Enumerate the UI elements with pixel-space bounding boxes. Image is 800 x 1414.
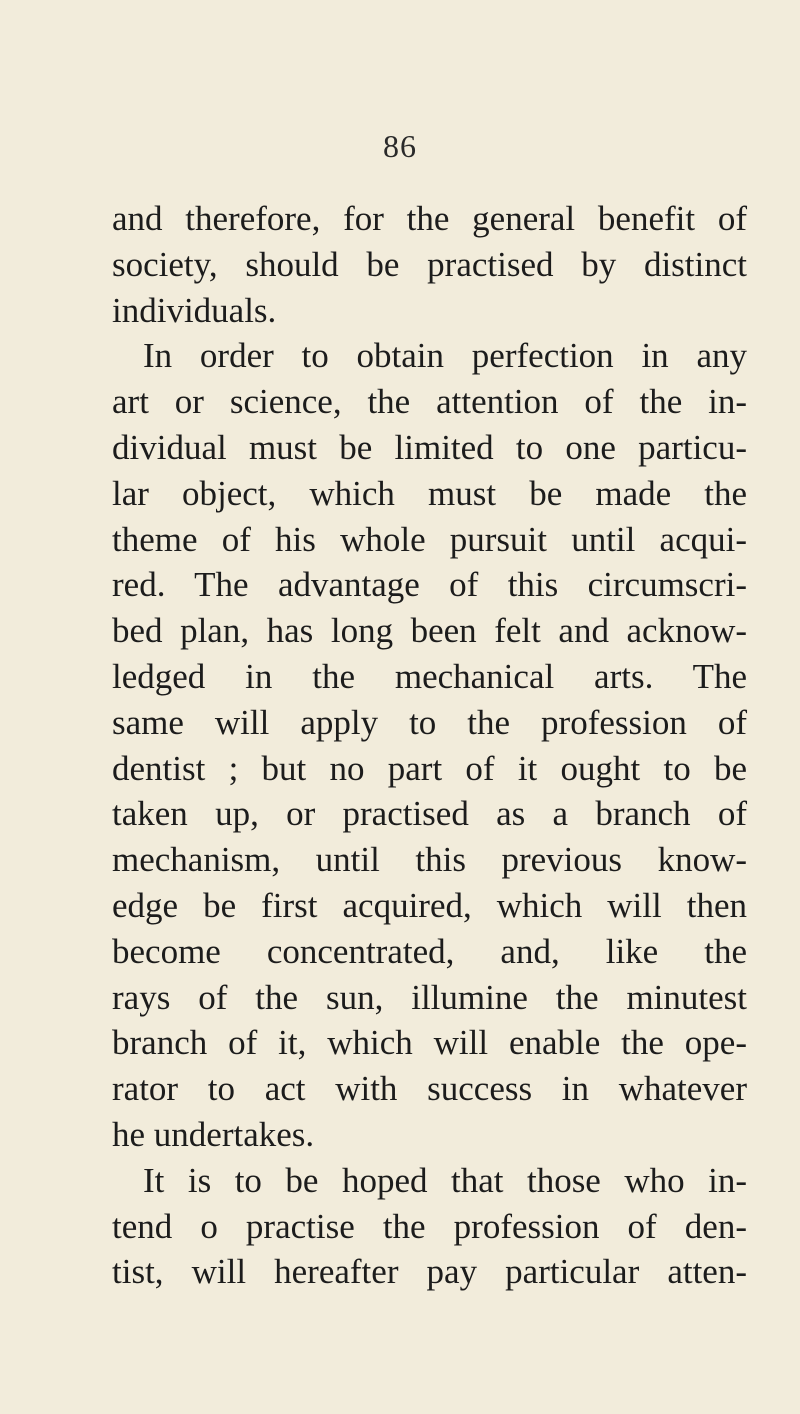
text-line: mechanism, until this previous know- (112, 840, 747, 880)
page-number: 86 (383, 128, 417, 164)
text-line: individuals. (112, 290, 277, 330)
text-line: taken up, or practised as a branch of (112, 794, 747, 834)
text-line: branch of it, which will enable the ope- (112, 1023, 747, 1063)
text-line: he undertakes. (112, 1114, 315, 1154)
text-line: tist, will hereafter pay particular atten- (112, 1252, 747, 1292)
text-line: red. The advantage of this circumscri- (112, 565, 747, 605)
text-line: art or science, the attention of the in- (112, 382, 747, 422)
text-line: and therefore, for the general benefit of (112, 199, 747, 238)
text-line: same will apply to the profession of (112, 702, 747, 742)
text-line: In order to obtain perfection in any (143, 336, 747, 376)
text-line: lar object, which must be made the (112, 473, 747, 513)
text-line: bed plan, has long been felt and acknow- (112, 611, 747, 651)
text-line: become concentrated, and, like the (112, 931, 747, 971)
text-line: It is to be hoped that those who in- (143, 1160, 747, 1200)
text-line: rays of the sun, illumine the minutest (112, 977, 747, 1017)
text-line: ledged in the mechanical arts. The (112, 656, 747, 696)
text-line: edge be first acquired, which will then (112, 885, 747, 925)
text-line: dentist ; but no part of it ought to be (112, 748, 747, 788)
text-line: dividual must be limited to one particu- (112, 427, 747, 467)
text-line: tend o practise the profession of den- (112, 1206, 747, 1246)
text-line: rator to act with success in whatever (112, 1069, 747, 1109)
body-text (112, 196, 747, 1295)
text-line: society, should be practised by distinct (112, 244, 747, 284)
text-line: theme of his whole pursuit until acqui- (112, 519, 747, 559)
